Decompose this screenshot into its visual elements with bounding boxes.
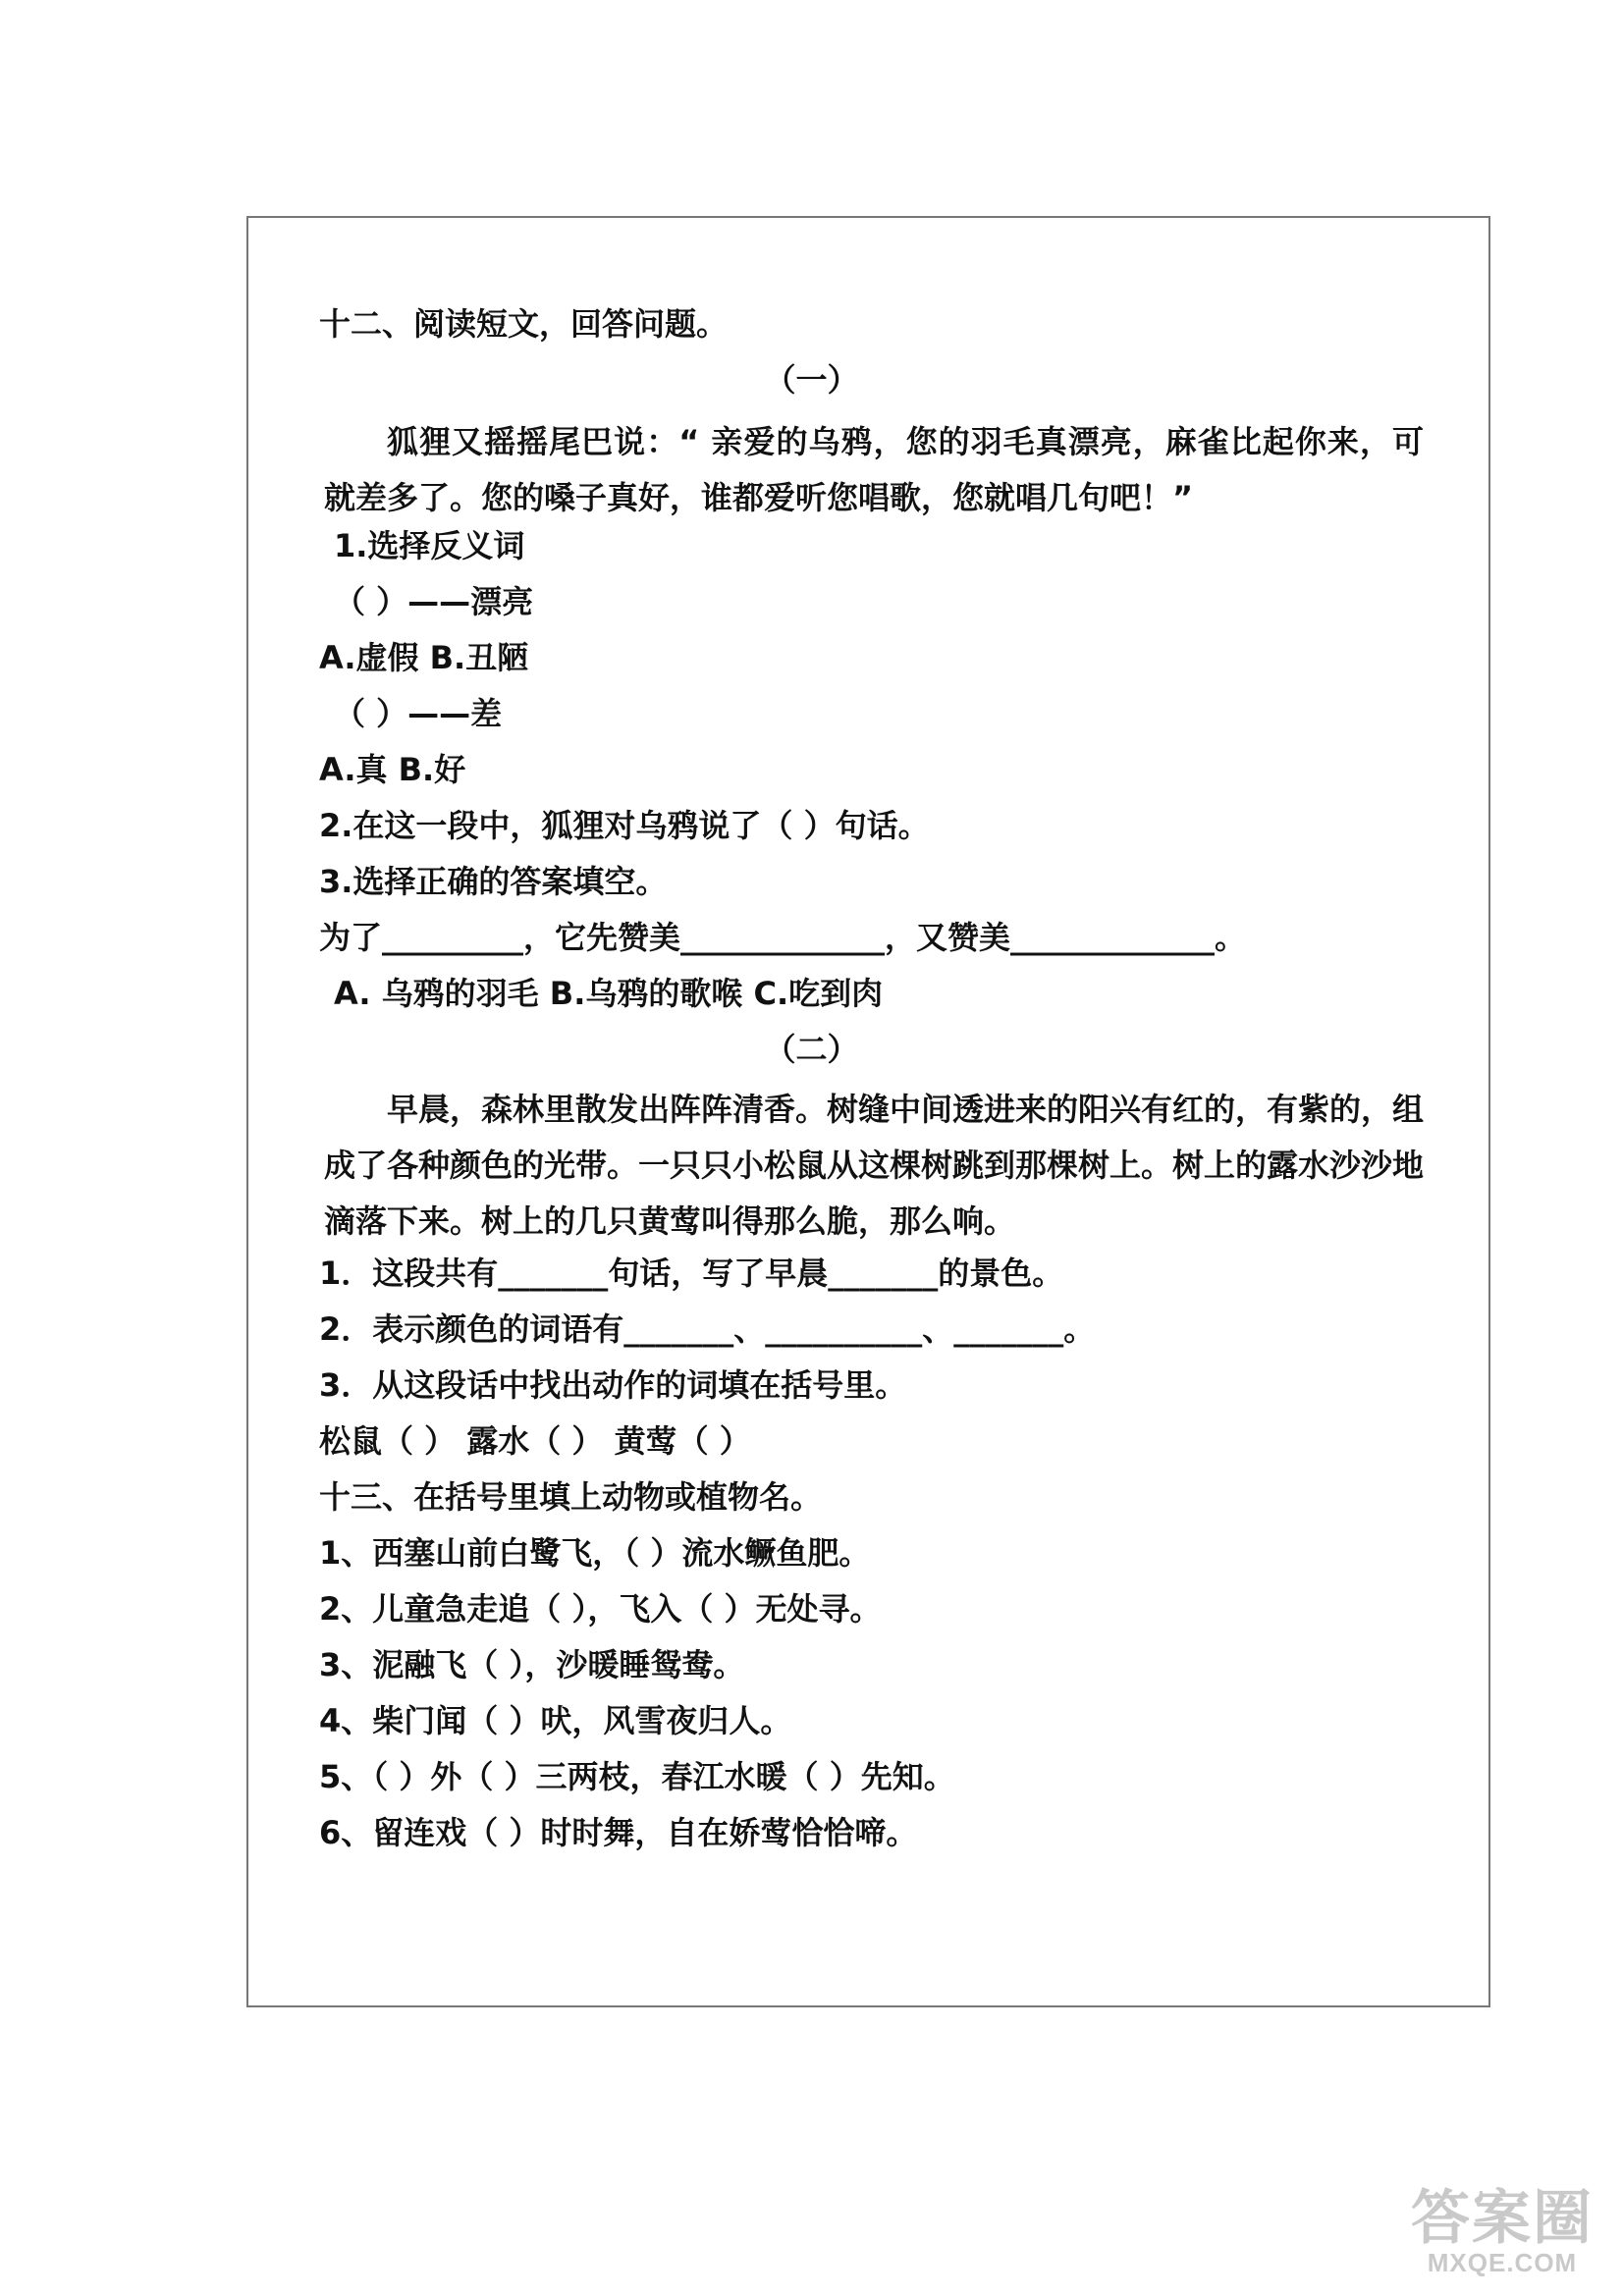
part-1-label: （一） bbox=[764, 361, 859, 399]
part-2-q2: 2．表示颜色的词语有_______、__________、_______。 bbox=[319, 1310, 1096, 1348]
list-item: 6、留连戏（ ）时时舞，自在娇莺恰恰啼。 bbox=[319, 1814, 918, 1851]
part-2-passage: 早晨，森林里散发出阵阵清香。树缝中间透进来的阳兴有红的，有紫的，组成了各种颜色的光带。一只只小松鼠从这棵树跳到那棵树上。树上的露水沙沙地滴落下来。树上的几只黄莺叫得那么脆，那么响。 bbox=[324, 1091, 1425, 1240]
list-item: 2、儿童急走追（ ），飞入（ ）无处寻。 bbox=[319, 1590, 882, 1628]
q1-a-prompt: （ ）——漂亮 bbox=[334, 583, 534, 620]
part-1-passage: 狐狸又摇摇尾巴说：“ 亲爱的乌鸦，您的羽毛真漂亮，麻雀比起你来，可就差多了。您的嗓子真好，谁都爱听您唱歌，您就唱几句吧！” bbox=[324, 423, 1424, 516]
part-2-q1: 1．这段共有_______句话，写了早晨_______的景色。 bbox=[319, 1255, 1064, 1292]
q1-b-options: A.真 B.好 bbox=[319, 751, 466, 788]
q3-options: A. 乌鸦的羽毛 B.乌鸦的歌喉 C.吃到肉 bbox=[334, 975, 884, 1012]
q1-title: 1.选择反义词 bbox=[334, 527, 525, 564]
part-2-label: （二） bbox=[764, 1031, 859, 1068]
list-item: 5、（ ）外（ ）三两枝，春江水暖（ ）先知。 bbox=[319, 1758, 955, 1795]
section-13-heading: 十三、在括号里填上动物或植物名。 bbox=[319, 1478, 823, 1516]
watermark-logo: 答案圈 bbox=[1411, 2185, 1594, 2251]
q3-title: 3.选择正确的答案填空。 bbox=[319, 863, 668, 900]
q1-b-prompt: （ ）——差 bbox=[334, 695, 503, 732]
list-item: 3、泥融飞（ ），沙暖睡鸳鸯。 bbox=[319, 1646, 745, 1683]
q3-fill-blank: 为了_________，它先赞美_____________，又赞美_____________。 bbox=[319, 919, 1247, 956]
part-2-q3-fill: 松鼠（ ） 露水（ ） 黄莺（ ） bbox=[319, 1422, 751, 1460]
list-item: 4、柴门闻（ ）吠，风雪夜归人。 bbox=[319, 1702, 792, 1739]
section-12-heading: 十二、阅读短文，回答问题。 bbox=[319, 305, 729, 343]
list-item: 1、西塞山前白鹭飞，（ ）流水鳜鱼肥。 bbox=[319, 1534, 871, 1572]
part-2-q3: 3．从这段话中找出动作的词填在括号里。 bbox=[319, 1366, 907, 1404]
watermark-url: MXQE.COM bbox=[1427, 2248, 1578, 2277]
q1-a-options: A.虚假 B.丑陋 bbox=[319, 639, 529, 676]
q2-text: 2.在这一段中，狐狸对乌鸦说了（ ）句话。 bbox=[319, 807, 930, 844]
watermark bbox=[1411, 2185, 1594, 2277]
